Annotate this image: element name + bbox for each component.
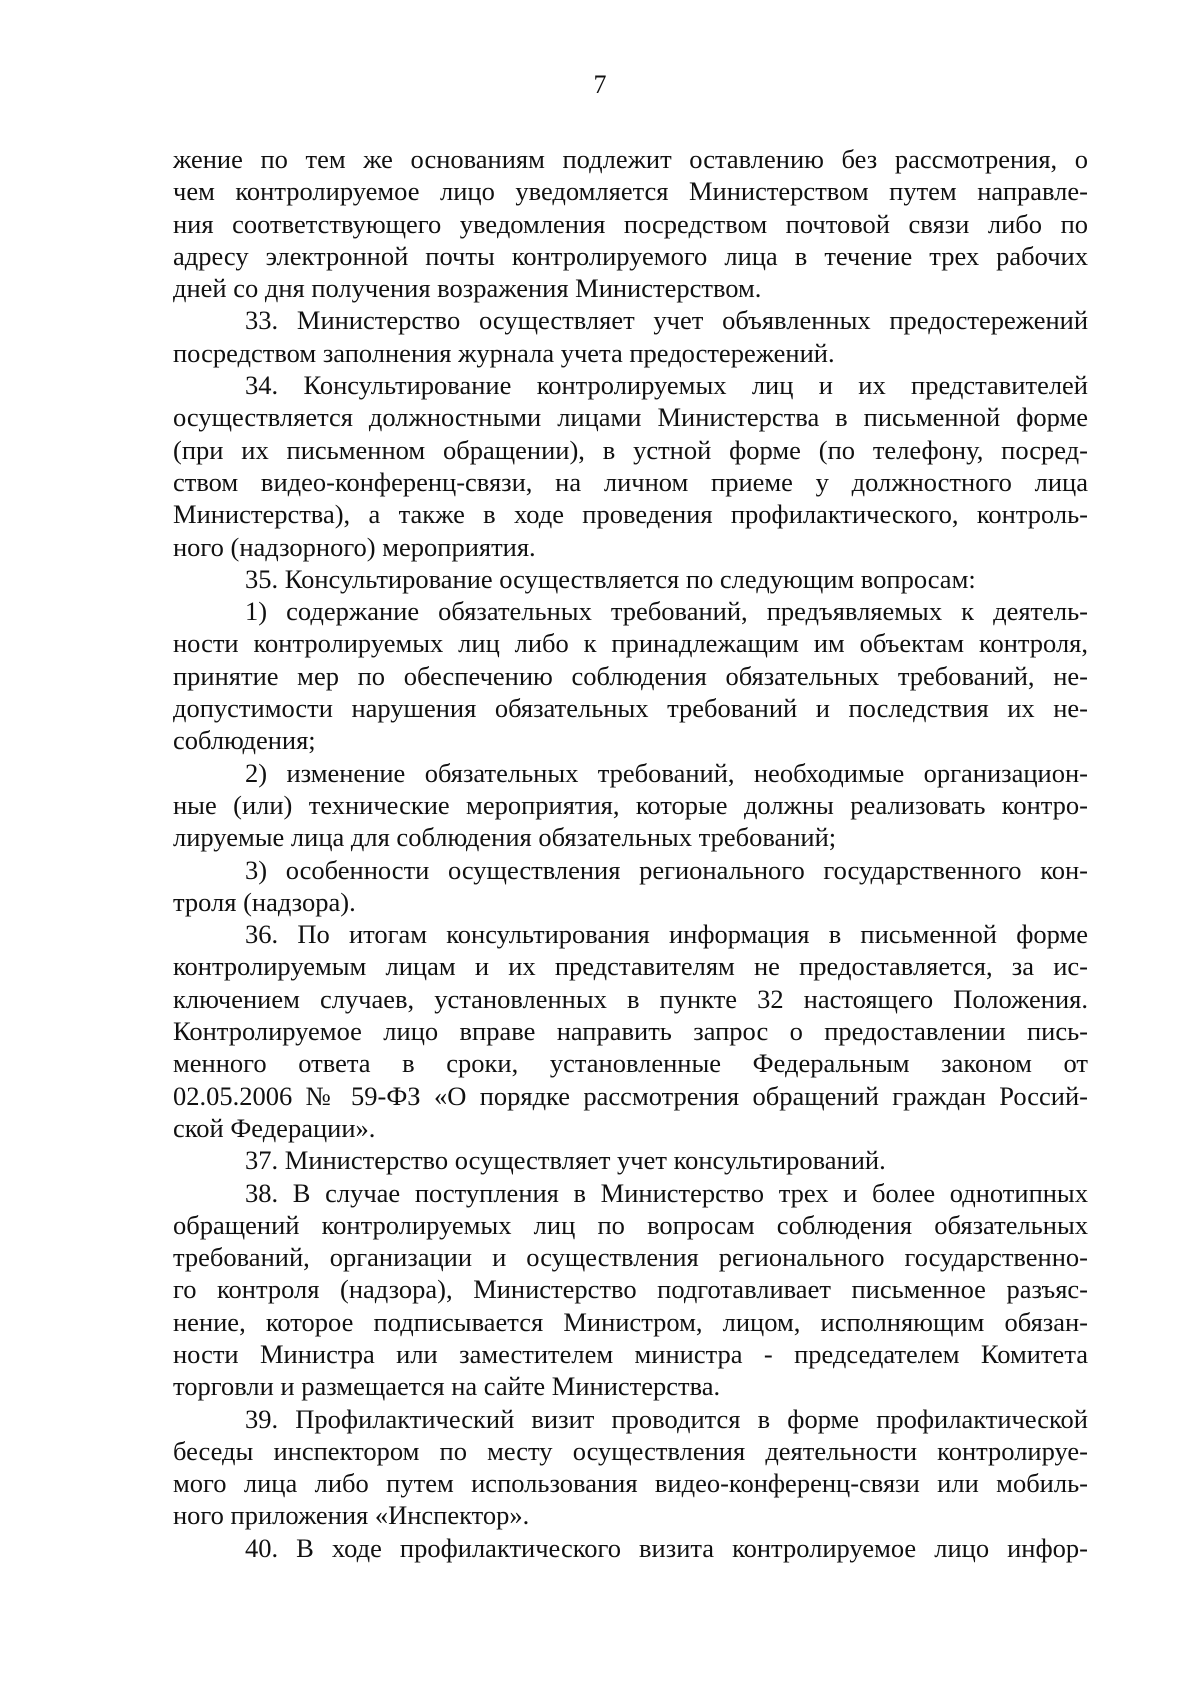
text-line: допустимости нарушения обязательных требований и последствия их не-	[173, 693, 1088, 724]
text-line: Контролируемое лицо вправе направить запрос о предоставлении пись-	[173, 1016, 1088, 1047]
text-line: требований, организации и осуществления регионального государственно-	[173, 1242, 1088, 1273]
text-line: менного ответа в сроки, установленные Федеральным законом от	[173, 1048, 1088, 1079]
text-line: 36. По итогам консультирования информация в письменной форме	[245, 919, 1088, 950]
text-line: нение, которое подписывается Министром, лицом, исполняющим обязан-	[173, 1306, 1088, 1337]
text-line: ния соответствующего уведомления посредством почтовой связи либо по	[173, 208, 1088, 239]
paragraph-40	[173, 1532, 1088, 1564]
text-line: дней со дня получения возражения Министерством.	[173, 273, 762, 304]
paragraph-34	[173, 369, 1088, 563]
text-line: ности контролируемых лиц либо к принадлежащим им объектам контроля,	[173, 628, 1088, 659]
text-line: 02.05.2006 № 59-ФЗ «О порядке рассмотрения обращений граждан Россий-	[173, 1080, 1088, 1111]
text-line: жение по тем же основаниям подлежит оставлению без рассмотрения, о	[173, 144, 1088, 174]
text-line: беседы инспектором по месту осуществления деятельности контролируе-	[173, 1435, 1088, 1466]
text-line: контролируемым лицам и их представителям не предоставляется, за ис-	[173, 951, 1088, 982]
text-line: ного (надзорного) мероприятия.	[173, 531, 536, 562]
text-line: обращений контролируемых лиц по вопросам соблюдения обязательных	[173, 1209, 1088, 1240]
paragraph-37	[173, 1144, 1088, 1176]
text-line: адресу электронной почты контролируемого лица в течение трех рабочих	[173, 240, 1088, 271]
text-line: троля (надзора).	[173, 886, 356, 917]
text-line: соблюдения;	[173, 725, 316, 756]
text-line: торговли и размещается на сайте Министерства.	[173, 1371, 721, 1402]
text-line: 34. Консультирование контролируемых лиц и их представителей	[245, 370, 1088, 401]
paragraph-36	[173, 918, 1088, 1144]
text-line: лируемые лица для соблюдения обязательных требований;	[173, 822, 837, 853]
document-body	[173, 143, 1088, 1564]
text-line: 35. Консультирование осуществляется по следующим вопросам:	[245, 563, 976, 594]
text-line: 39. Профилактический визит проводится в форме профилактической	[245, 1403, 1088, 1434]
text-line: 37. Министерство осуществляет учет консультирований.	[245, 1145, 886, 1176]
text-line: ности Министра или заместителем министра - председателем Комитета	[173, 1338, 1088, 1369]
page-number: 7	[593, 70, 607, 99]
text-line: 40. В ходе профилактического визита контролируемое лицо инфор-	[245, 1532, 1088, 1563]
text-line: 38. В случае поступления в Министерство трех и более однотипных	[245, 1177, 1088, 1208]
text-line: ные (или) технические мероприятия, которые должны реализовать контро-	[173, 789, 1088, 820]
text-line: го контроля (надзора), Министерство подготавливает письменное разъяс-	[173, 1274, 1088, 1305]
text-line: ключением случаев, установленных в пункте 32 настоящего Положения.	[173, 983, 1088, 1014]
text-line: 2) изменение обязательных требований, необходимые организацион-	[245, 757, 1088, 788]
text-line: посредством заполнения журнала учета предостережений.	[173, 337, 835, 368]
text-line: осуществляется должностными лицами Министерства в письменной форме	[173, 402, 1088, 433]
paragraph-35-item-1	[173, 595, 1088, 756]
text-line: Министерства), а также в ходе проведения профилактического, контроль-	[173, 499, 1088, 530]
text-line: 33. Министерство осуществляет учет объявленных предостережений	[245, 305, 1088, 336]
paragraph-35-item-3	[173, 854, 1088, 919]
text-line: ской Федерации».	[173, 1112, 376, 1143]
paragraph-38	[173, 1177, 1088, 1403]
text-line: ного приложения «Инспектор».	[173, 1500, 530, 1531]
text-line: 3) особенности осуществления регионального государственного кон-	[245, 854, 1088, 885]
text-line: чем контролируемое лицо уведомляется Министерством путем направле-	[173, 176, 1088, 207]
paragraph-35	[173, 563, 1088, 595]
text-line: ством видео-конференц-связи, на личном приеме у должностного лица	[173, 466, 1088, 497]
text-line: принятие мер по обеспечению соблюдения обязательных требований, не-	[173, 660, 1088, 691]
text-line: 1) содержание обязательных требований, предъявляемых к деятель-	[245, 596, 1088, 627]
paragraph-continuation	[173, 143, 1088, 304]
paragraph-35-item-2	[173, 757, 1088, 854]
text-line: (при их письменном обращении), в устной форме (по телефону, посред-	[173, 434, 1088, 465]
text-line: мого лица либо путем использования видео-конференц-связи или мобиль-	[173, 1468, 1088, 1499]
paragraph-33	[173, 304, 1088, 369]
paragraph-39	[173, 1403, 1088, 1532]
